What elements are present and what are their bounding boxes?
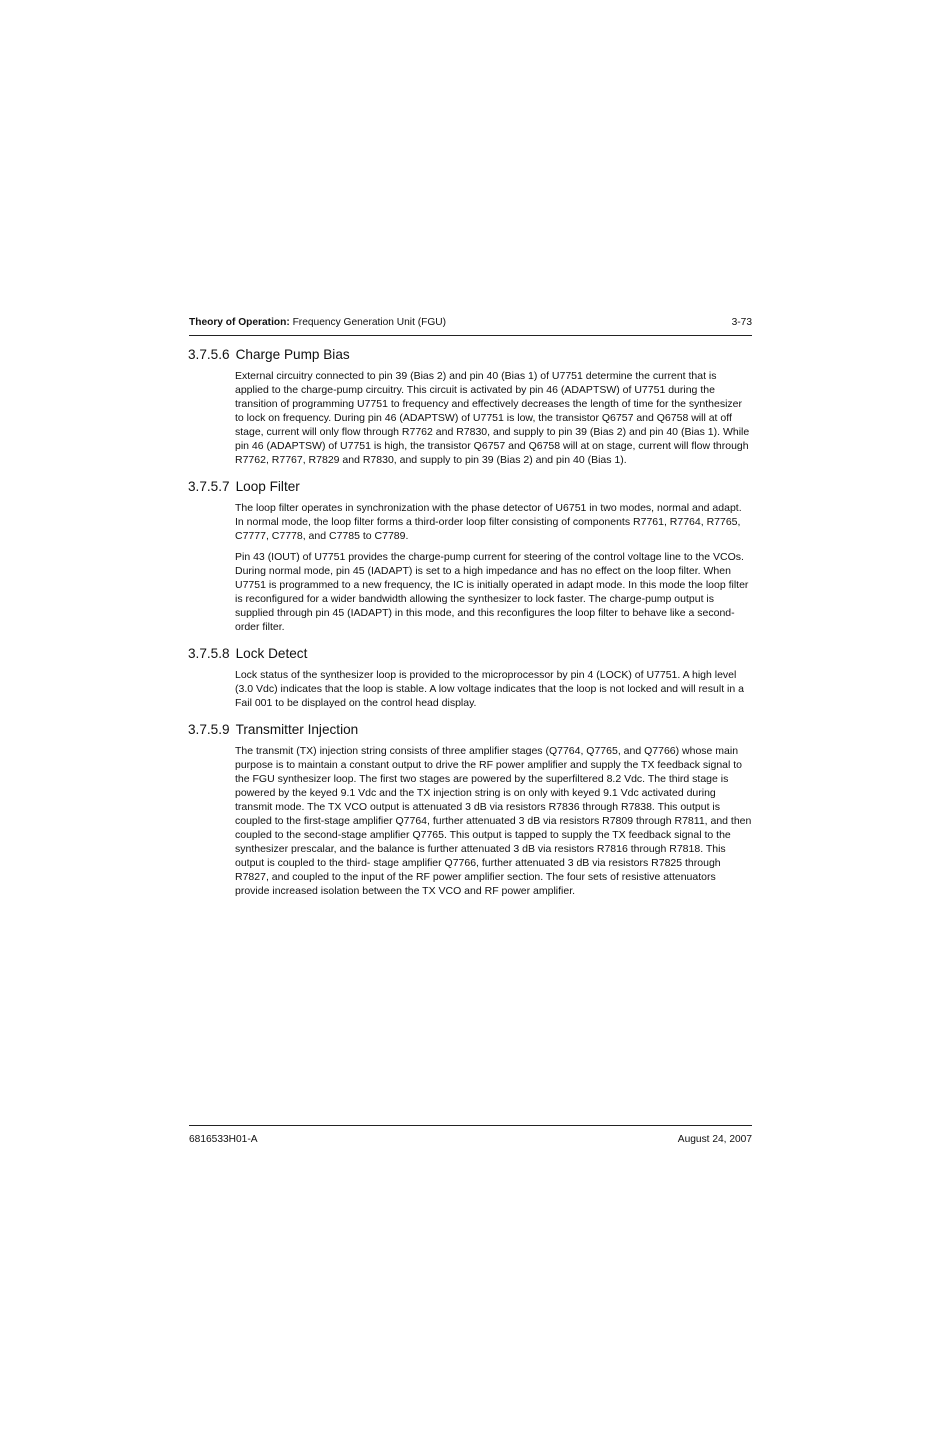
section-title: Lock Detect	[235, 646, 308, 661]
section-title: Loop Filter	[235, 479, 300, 494]
page-header	[189, 316, 752, 330]
header-title	[189, 316, 446, 330]
section-loop-filter	[188, 478, 753, 634]
header-rule	[189, 335, 752, 336]
section-number: 3.7.5.9	[188, 722, 230, 737]
paragraph: The loop filter operates in synchronization with the phase detector of U6751 in two modes, normal and adapt. In normal mode, the loop filter forms a third-order loop filter consisting of components R7761, R7764, R7765, C7777, C7778, and C7785 to C7789.	[235, 502, 742, 542]
header-page-number: 3-73	[731, 317, 752, 328]
section-transmitter-injection	[188, 721, 753, 898]
section-number: 3.7.5.6	[188, 347, 230, 362]
section-heading	[188, 478, 753, 496]
section-number: 3.7.5.8	[188, 646, 230, 661]
footer-doc-number: 6816533H01-A	[189, 1134, 258, 1145]
footer-date: August 24, 2007	[677, 1134, 752, 1145]
header-label: Theory of Operation:	[189, 317, 290, 328]
page-footer	[189, 1133, 752, 1147]
section-lock-detect	[188, 645, 753, 710]
paragraph: Lock status of the synthesizer loop is provided to the microprocessor by pin 4 (LOCK) of U7751. A high level (3.0 Vdc) indicates that the loop is stable. A low voltage indicates that the loop is not locked and will result in a Fail 001 to be displayed on the control head display.	[235, 669, 744, 709]
section-number: 3.7.5.7	[188, 479, 230, 494]
header-subtitle: Frequency Generation Unit (FGU)	[289, 317, 447, 328]
section-title: Transmitter Injection	[235, 722, 359, 737]
section-charge-pump-bias	[188, 346, 753, 467]
section-heading	[188, 645, 753, 663]
paragraph: External circuitry connected to pin 39 (Bias 2) and pin 40 (Bias 1) of U7751 determine the current that is applied to the charge-pump circuitry. This circuit is activated by pin 46 (ADAPTSW) of U7751 during the transition of programming U7751 to frequency and effectively decreases the length of time for the synthesizer to lock on frequency. During pin 46 (ADAPTSW) of U7751 is low, the transistor Q6757 and Q6758 will at off stage, current will only flow through R7762 and R7830, and supply to pin 39 (Bias 2) and pin 40 (Bias 1). While pin 46 (ADAPTSW) of U7751 is high, the transistor Q6757 and Q6758 will at on stage, current will flow through R7762, R7767, R7829 and R7830, and supply to pin 39 (Bias 2) and pin 40 (Bias 1).	[235, 370, 750, 466]
section-title: Charge Pump Bias	[235, 347, 350, 362]
paragraph: Pin 43 (IOUT) of U7751 provides the charge-pump current for steering of the control voltage line to the VCOs. During normal mode, pin 45 (IADAPT) is set to a high impedance and has no effect on the loop filter. When U7751 is programmed to a new frequency, the IC is initially operated in adapt mode. In this mode the loop filter is reconfigured for a wider bandwidth allowing the synthesizer to lock faster. The charge-pump output is supplied through pin 45 (IADAPT) in this mode, and this reconfigures the loop filter to behave like a second-order filter.	[235, 551, 749, 633]
paragraph: The transmit (TX) injection string consists of three amplifier stages (Q7764, Q7765, and Q7766) whose main purpose is to maintain a constant output to drive the RF power amplifier and supply the TX feedback signal to the FGU synthesizer loop. The first two stages are powered by the superfiltered 8.2 Vdc. The third stage is powered by the keyed 9.1 Vdc and the TX injection string is on only with keyed 9.1 Vdc activated during transmit mode. The TX VCO output is attenuated 3 dB via resistors R7836 through R7838. This output is coupled to the first-stage amplifier Q7764, further attenuated 3 dB via resistors R7809 through R7811, and then coupled to the second-stage amplifier Q7765. This output is tapped to supply the TX feedback signal to the synthesizer prescalar, and the balance is further attenuated 3 dB via resistors R7816 through R7818. This output is coupled to the third- stage amplifier Q7766, further attenuated 3 dB via resistors R7825 through R7827, and coupled to the input of the RF power amplifier section. The four sets of resistive attenuators provide increased isolation between the TX VCO and RF power amplifier.	[235, 745, 752, 897]
section-heading	[188, 346, 753, 364]
footer-rule	[189, 1125, 752, 1126]
page-body	[188, 346, 753, 909]
section-heading	[188, 721, 753, 739]
